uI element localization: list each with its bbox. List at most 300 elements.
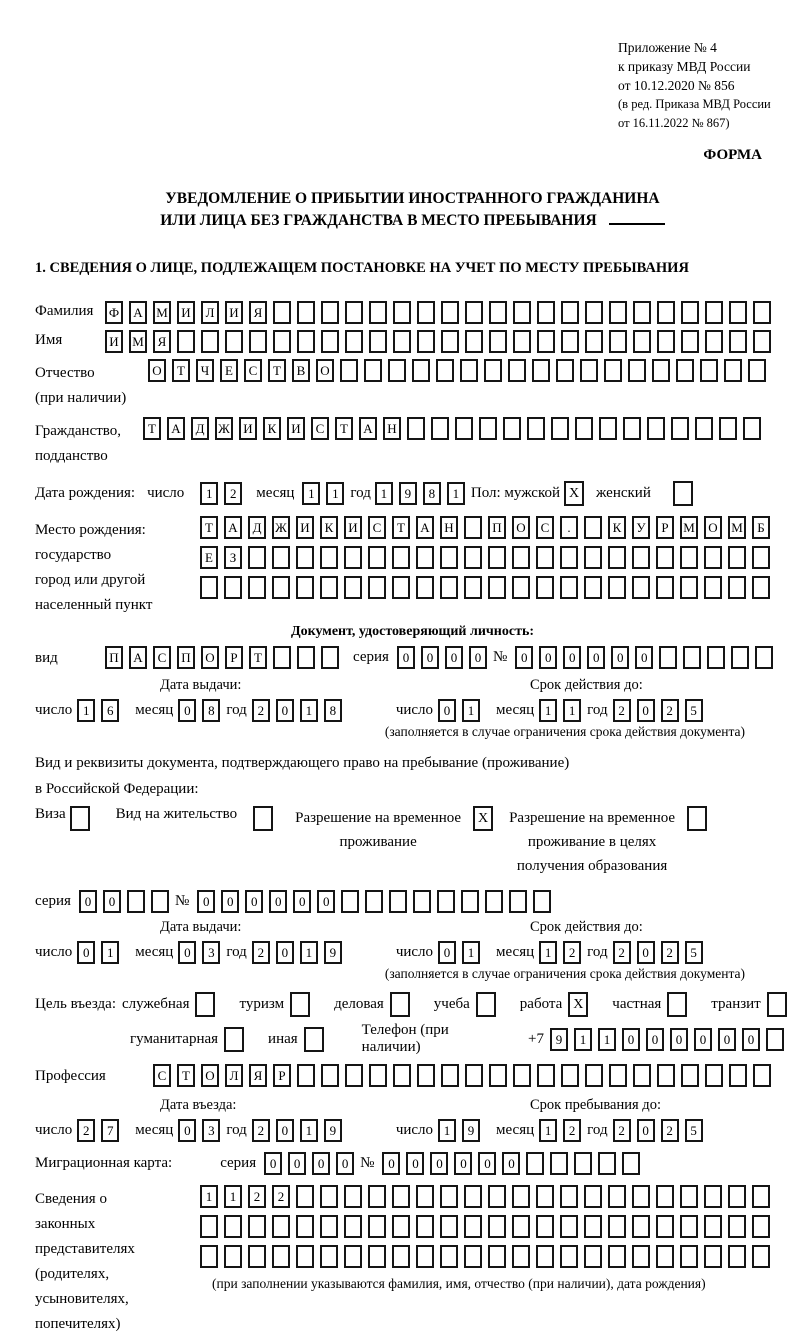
char-cell[interactable] [512, 546, 530, 569]
edu-residence-checkbox[interactable] [687, 806, 707, 831]
char-cell[interactable]: Т [392, 516, 410, 539]
char-cell[interactable] [437, 890, 455, 913]
char-cell[interactable]: Ж [272, 516, 290, 539]
char-cell[interactable] [676, 359, 694, 382]
char-cell[interactable] [680, 1245, 698, 1268]
char-cell[interactable] [413, 890, 431, 913]
char-cell[interactable] [484, 359, 502, 382]
char-cell[interactable]: И [344, 516, 362, 539]
char-cell[interactable] [574, 1152, 592, 1175]
char-cell[interactable] [320, 1185, 338, 1208]
char-cell[interactable]: Т [249, 646, 267, 669]
char-cell[interactable]: 9 [462, 1119, 480, 1142]
char-cell[interactable] [513, 1064, 531, 1087]
char-cell[interactable] [608, 1185, 626, 1208]
char-cell[interactable] [608, 1245, 626, 1268]
char-cell[interactable]: 0 [502, 1152, 520, 1175]
char-cell[interactable]: 0 [637, 941, 655, 964]
char-cell[interactable] [389, 890, 407, 913]
char-cell[interactable] [633, 1064, 651, 1087]
char-cell[interactable]: 0 [79, 890, 97, 913]
char-cell[interactable] [344, 576, 362, 599]
char-cell[interactable] [728, 1245, 746, 1268]
char-cell[interactable] [200, 1245, 218, 1268]
char-cell[interactable]: 1 [224, 1185, 242, 1208]
char-cell[interactable]: 0 [264, 1152, 282, 1175]
char-cell[interactable] [560, 546, 578, 569]
char-cell[interactable] [728, 576, 746, 599]
char-cell[interactable] [608, 546, 626, 569]
temp-residence-checkbox[interactable]: X [473, 806, 493, 831]
char-cell[interactable]: 0 [406, 1152, 424, 1175]
char-cell[interactable]: 2 [224, 482, 242, 505]
char-cell[interactable]: 0 [478, 1152, 496, 1175]
char-cell[interactable] [200, 576, 218, 599]
char-cell[interactable] [599, 417, 617, 440]
char-cell[interactable]: 0 [430, 1152, 448, 1175]
char-cell[interactable]: 1 [598, 1028, 616, 1051]
char-cell[interactable]: 0 [178, 1119, 196, 1142]
char-cell[interactable] [609, 330, 627, 353]
char-cell[interactable] [632, 546, 650, 569]
char-cell[interactable]: А [129, 646, 147, 669]
char-cell[interactable]: С [153, 1064, 171, 1087]
char-cell[interactable]: 0 [293, 890, 311, 913]
char-cell[interactable] [743, 417, 761, 440]
char-cell[interactable] [320, 576, 338, 599]
char-cell[interactable] [556, 359, 574, 382]
char-cell[interactable] [609, 1064, 627, 1087]
char-cell[interactable]: А [167, 417, 185, 440]
char-cell[interactable]: 0 [269, 890, 287, 913]
char-cell[interactable] [296, 546, 314, 569]
char-cell[interactable]: И [287, 417, 305, 440]
char-cell[interactable] [659, 646, 677, 669]
char-cell[interactable]: 2 [252, 941, 270, 964]
char-cell[interactable] [508, 359, 526, 382]
char-cell[interactable]: 1 [563, 699, 581, 722]
char-cell[interactable] [369, 330, 387, 353]
char-cell[interactable]: С [536, 516, 554, 539]
char-cell[interactable]: 0 [635, 646, 653, 669]
char-cell[interactable] [488, 1185, 506, 1208]
residence-permit-checkbox[interactable] [253, 806, 273, 831]
char-cell[interactable] [656, 546, 674, 569]
char-cell[interactable]: 6 [101, 699, 119, 722]
char-cell[interactable] [416, 1245, 434, 1268]
char-cell[interactable] [532, 359, 550, 382]
char-cell[interactable] [536, 1245, 554, 1268]
char-cell[interactable] [341, 890, 359, 913]
char-cell[interactable]: Т [172, 359, 190, 382]
char-cell[interactable] [575, 417, 593, 440]
char-cell[interactable] [368, 576, 386, 599]
char-cell[interactable] [368, 546, 386, 569]
char-cell[interactable]: П [177, 646, 195, 669]
char-cell[interactable] [632, 1185, 650, 1208]
char-cell[interactable]: 2 [272, 1185, 290, 1208]
char-cell[interactable] [321, 330, 339, 353]
char-cell[interactable]: 2 [563, 941, 581, 964]
char-cell[interactable] [527, 417, 545, 440]
char-cell[interactable]: 1 [302, 482, 320, 505]
char-cell[interactable]: Р [273, 1064, 291, 1087]
char-cell[interactable] [412, 359, 430, 382]
char-cell[interactable] [680, 576, 698, 599]
char-cell[interactable]: 0 [694, 1028, 712, 1051]
char-cell[interactable] [681, 1064, 699, 1087]
char-cell[interactable] [561, 1064, 579, 1087]
char-cell[interactable] [652, 359, 670, 382]
char-cell[interactable]: К [263, 417, 281, 440]
char-cell[interactable] [513, 330, 531, 353]
char-cell[interactable] [369, 1064, 387, 1087]
char-cell[interactable] [728, 546, 746, 569]
char-cell[interactable] [297, 646, 315, 669]
char-cell[interactable]: 0 [276, 699, 294, 722]
char-cell[interactable] [321, 1064, 339, 1087]
char-cell[interactable]: 0 [397, 646, 415, 669]
char-cell[interactable]: 0 [178, 699, 196, 722]
char-cell[interactable]: 0 [637, 699, 655, 722]
char-cell[interactable] [464, 1215, 482, 1238]
char-cell[interactable] [369, 301, 387, 324]
char-cell[interactable] [345, 330, 363, 353]
char-cell[interactable]: О [512, 516, 530, 539]
char-cell[interactable] [729, 301, 747, 324]
char-cell[interactable] [656, 576, 674, 599]
purpose-tourism-checkbox[interactable] [290, 992, 310, 1017]
char-cell[interactable] [752, 1245, 770, 1268]
char-cell[interactable] [344, 1245, 362, 1268]
char-cell[interactable] [656, 1215, 674, 1238]
char-cell[interactable]: 0 [336, 1152, 354, 1175]
char-cell[interactable] [297, 1064, 315, 1087]
purpose-other-checkbox[interactable] [304, 1027, 324, 1052]
char-cell[interactable]: 0 [197, 890, 215, 913]
char-cell[interactable]: 5 [685, 1119, 703, 1142]
char-cell[interactable]: М [728, 516, 746, 539]
char-cell[interactable]: 2 [613, 941, 631, 964]
char-cell[interactable] [536, 576, 554, 599]
char-cell[interactable]: 0 [718, 1028, 736, 1051]
char-cell[interactable] [297, 301, 315, 324]
char-cell[interactable]: Ж [215, 417, 233, 440]
char-cell[interactable] [585, 301, 603, 324]
char-cell[interactable] [766, 1028, 784, 1051]
char-cell[interactable]: 7 [101, 1119, 119, 1142]
char-cell[interactable] [560, 1245, 578, 1268]
char-cell[interactable] [704, 1245, 722, 1268]
char-cell[interactable] [272, 1215, 290, 1238]
char-cell[interactable] [392, 546, 410, 569]
char-cell[interactable] [416, 1215, 434, 1238]
char-cell[interactable]: 1 [101, 941, 119, 964]
char-cell[interactable]: Н [383, 417, 401, 440]
char-cell[interactable] [551, 417, 569, 440]
purpose-business-checkbox[interactable] [390, 992, 410, 1017]
char-cell[interactable] [704, 1215, 722, 1238]
char-cell[interactable]: Т [335, 417, 353, 440]
char-cell[interactable]: 0 [670, 1028, 688, 1051]
char-cell[interactable]: 3 [202, 1119, 220, 1142]
char-cell[interactable]: 1 [539, 941, 557, 964]
char-cell[interactable] [489, 330, 507, 353]
char-cell[interactable]: У [632, 516, 650, 539]
char-cell[interactable]: 1 [200, 1185, 218, 1208]
char-cell[interactable] [728, 1215, 746, 1238]
char-cell[interactable] [536, 1185, 554, 1208]
purpose-official-checkbox[interactable] [195, 992, 215, 1017]
char-cell[interactable] [719, 417, 737, 440]
char-cell[interactable]: И [225, 301, 243, 324]
char-cell[interactable] [440, 576, 458, 599]
purpose-private-checkbox[interactable] [667, 992, 687, 1017]
char-cell[interactable] [151, 890, 169, 913]
char-cell[interactable] [440, 1185, 458, 1208]
char-cell[interactable] [584, 546, 602, 569]
char-cell[interactable] [509, 890, 527, 913]
char-cell[interactable] [560, 576, 578, 599]
char-cell[interactable]: 0 [469, 646, 487, 669]
char-cell[interactable] [580, 359, 598, 382]
char-cell[interactable]: 2 [613, 699, 631, 722]
char-cell[interactable] [344, 546, 362, 569]
char-cell[interactable] [489, 301, 507, 324]
char-cell[interactable] [704, 576, 722, 599]
purpose-humanitarian-checkbox[interactable] [224, 1027, 244, 1052]
char-cell[interactable] [550, 1152, 568, 1175]
char-cell[interactable] [272, 1245, 290, 1268]
char-cell[interactable]: 9 [324, 1119, 342, 1142]
char-cell[interactable] [724, 359, 742, 382]
char-cell[interactable] [488, 576, 506, 599]
char-cell[interactable] [273, 646, 291, 669]
char-cell[interactable]: 0 [77, 941, 95, 964]
char-cell[interactable]: 0 [611, 646, 629, 669]
char-cell[interactable]: 0 [317, 890, 335, 913]
char-cell[interactable]: 8 [324, 699, 342, 722]
char-cell[interactable] [368, 1215, 386, 1238]
char-cell[interactable]: С [311, 417, 329, 440]
char-cell[interactable] [364, 359, 382, 382]
char-cell[interactable]: С [368, 516, 386, 539]
char-cell[interactable] [657, 1064, 675, 1087]
char-cell[interactable] [416, 546, 434, 569]
char-cell[interactable]: Б [752, 516, 770, 539]
char-cell[interactable] [753, 330, 771, 353]
char-cell[interactable] [392, 576, 410, 599]
char-cell[interactable]: О [704, 516, 722, 539]
char-cell[interactable] [503, 417, 521, 440]
char-cell[interactable] [623, 417, 641, 440]
char-cell[interactable]: Ч [196, 359, 214, 382]
char-cell[interactable] [321, 646, 339, 669]
char-cell[interactable] [488, 546, 506, 569]
char-cell[interactable] [632, 1215, 650, 1238]
char-cell[interactable] [248, 546, 266, 569]
char-cell[interactable] [392, 1215, 410, 1238]
char-cell[interactable]: К [608, 516, 626, 539]
char-cell[interactable]: 0 [637, 1119, 655, 1142]
char-cell[interactable]: 2 [613, 1119, 631, 1142]
char-cell[interactable] [680, 546, 698, 569]
char-cell[interactable] [249, 330, 267, 353]
char-cell[interactable] [512, 1185, 530, 1208]
char-cell[interactable]: П [488, 516, 506, 539]
char-cell[interactable]: Т [177, 1064, 195, 1087]
char-cell[interactable]: 0 [438, 699, 456, 722]
char-cell[interactable] [465, 1064, 483, 1087]
char-cell[interactable] [513, 301, 531, 324]
char-cell[interactable] [608, 576, 626, 599]
char-cell[interactable]: 1 [574, 1028, 592, 1051]
char-cell[interactable]: Д [248, 516, 266, 539]
char-cell[interactable]: Я [249, 301, 267, 324]
char-cell[interactable] [681, 330, 699, 353]
char-cell[interactable] [344, 1215, 362, 1238]
char-cell[interactable]: Я [249, 1064, 267, 1087]
char-cell[interactable] [533, 890, 551, 913]
char-cell[interactable]: Ф [105, 301, 123, 324]
char-cell[interactable] [584, 1185, 602, 1208]
char-cell[interactable] [585, 1064, 603, 1087]
char-cell[interactable] [345, 1064, 363, 1087]
char-cell[interactable]: И [105, 330, 123, 353]
char-cell[interactable] [657, 330, 675, 353]
char-cell[interactable]: 0 [103, 890, 121, 913]
char-cell[interactable] [536, 546, 554, 569]
char-cell[interactable] [728, 1185, 746, 1208]
char-cell[interactable] [460, 359, 478, 382]
char-cell[interactable]: 0 [445, 646, 463, 669]
char-cell[interactable] [441, 1064, 459, 1087]
purpose-transit-checkbox[interactable] [767, 992, 787, 1017]
char-cell[interactable] [752, 576, 770, 599]
male-checkbox[interactable]: X [564, 481, 584, 506]
char-cell[interactable]: 0 [563, 646, 581, 669]
char-cell[interactable]: 1 [539, 699, 557, 722]
char-cell[interactable]: Л [201, 301, 219, 324]
char-cell[interactable] [417, 301, 435, 324]
char-cell[interactable]: Е [220, 359, 238, 382]
char-cell[interactable] [368, 1245, 386, 1268]
char-cell[interactable]: Е [200, 546, 218, 569]
char-cell[interactable] [705, 301, 723, 324]
char-cell[interactable]: И [296, 516, 314, 539]
char-cell[interactable] [465, 330, 483, 353]
char-cell[interactable] [296, 576, 314, 599]
char-cell[interactable] [479, 417, 497, 440]
char-cell[interactable] [608, 1215, 626, 1238]
char-cell[interactable]: 0 [646, 1028, 664, 1051]
char-cell[interactable] [584, 516, 602, 539]
char-cell[interactable]: 9 [324, 941, 342, 964]
char-cell[interactable]: 5 [685, 941, 703, 964]
char-cell[interactable]: Я [153, 330, 171, 353]
char-cell[interactable] [388, 359, 406, 382]
char-cell[interactable]: 0 [421, 646, 439, 669]
char-cell[interactable] [729, 330, 747, 353]
char-cell[interactable] [748, 359, 766, 382]
char-cell[interactable] [628, 359, 646, 382]
char-cell[interactable] [695, 417, 713, 440]
char-cell[interactable] [407, 417, 425, 440]
char-cell[interactable] [127, 890, 145, 913]
char-cell[interactable]: В [292, 359, 310, 382]
char-cell[interactable] [393, 1064, 411, 1087]
char-cell[interactable] [320, 1215, 338, 1238]
char-cell[interactable]: 0 [178, 941, 196, 964]
char-cell[interactable]: С [153, 646, 171, 669]
char-cell[interactable]: 1 [462, 699, 480, 722]
char-cell[interactable] [632, 576, 650, 599]
char-cell[interactable] [512, 1245, 530, 1268]
char-cell[interactable]: И [239, 417, 257, 440]
char-cell[interactable] [537, 1064, 555, 1087]
char-cell[interactable] [224, 1215, 242, 1238]
char-cell[interactable] [512, 576, 530, 599]
char-cell[interactable] [752, 546, 770, 569]
char-cell[interactable] [681, 301, 699, 324]
char-cell[interactable] [416, 1185, 434, 1208]
char-cell[interactable] [344, 1185, 362, 1208]
char-cell[interactable] [526, 1152, 544, 1175]
char-cell[interactable]: 1 [300, 699, 318, 722]
char-cell[interactable] [622, 1152, 640, 1175]
char-cell[interactable]: 5 [685, 699, 703, 722]
char-cell[interactable]: О [201, 1064, 219, 1087]
char-cell[interactable] [704, 546, 722, 569]
char-cell[interactable] [604, 359, 622, 382]
char-cell[interactable] [705, 1064, 723, 1087]
char-cell[interactable] [731, 646, 749, 669]
char-cell[interactable]: 2 [563, 1119, 581, 1142]
purpose-work-checkbox[interactable]: X [568, 992, 588, 1017]
char-cell[interactable]: А [129, 301, 147, 324]
char-cell[interactable] [272, 546, 290, 569]
char-cell[interactable] [455, 417, 473, 440]
char-cell[interactable]: 0 [587, 646, 605, 669]
char-cell[interactable] [755, 646, 773, 669]
char-cell[interactable] [598, 1152, 616, 1175]
char-cell[interactable]: 2 [77, 1119, 95, 1142]
char-cell[interactable] [248, 1215, 266, 1238]
char-cell[interactable]: Н [440, 516, 458, 539]
char-cell[interactable] [680, 1185, 698, 1208]
char-cell[interactable]: 0 [276, 941, 294, 964]
char-cell[interactable] [320, 546, 338, 569]
char-cell[interactable]: Л [225, 1064, 243, 1087]
char-cell[interactable] [441, 301, 459, 324]
char-cell[interactable] [441, 330, 459, 353]
char-cell[interactable] [296, 1245, 314, 1268]
char-cell[interactable]: 2 [252, 1119, 270, 1142]
char-cell[interactable] [393, 301, 411, 324]
char-cell[interactable]: 0 [515, 646, 533, 669]
char-cell[interactable] [656, 1245, 674, 1268]
char-cell[interactable] [440, 1215, 458, 1238]
char-cell[interactable] [633, 301, 651, 324]
char-cell[interactable] [365, 890, 383, 913]
char-cell[interactable]: 0 [276, 1119, 294, 1142]
char-cell[interactable] [560, 1185, 578, 1208]
char-cell[interactable] [340, 359, 358, 382]
char-cell[interactable] [657, 301, 675, 324]
char-cell[interactable]: С [244, 359, 262, 382]
char-cell[interactable] [585, 330, 603, 353]
char-cell[interactable]: Р [656, 516, 674, 539]
